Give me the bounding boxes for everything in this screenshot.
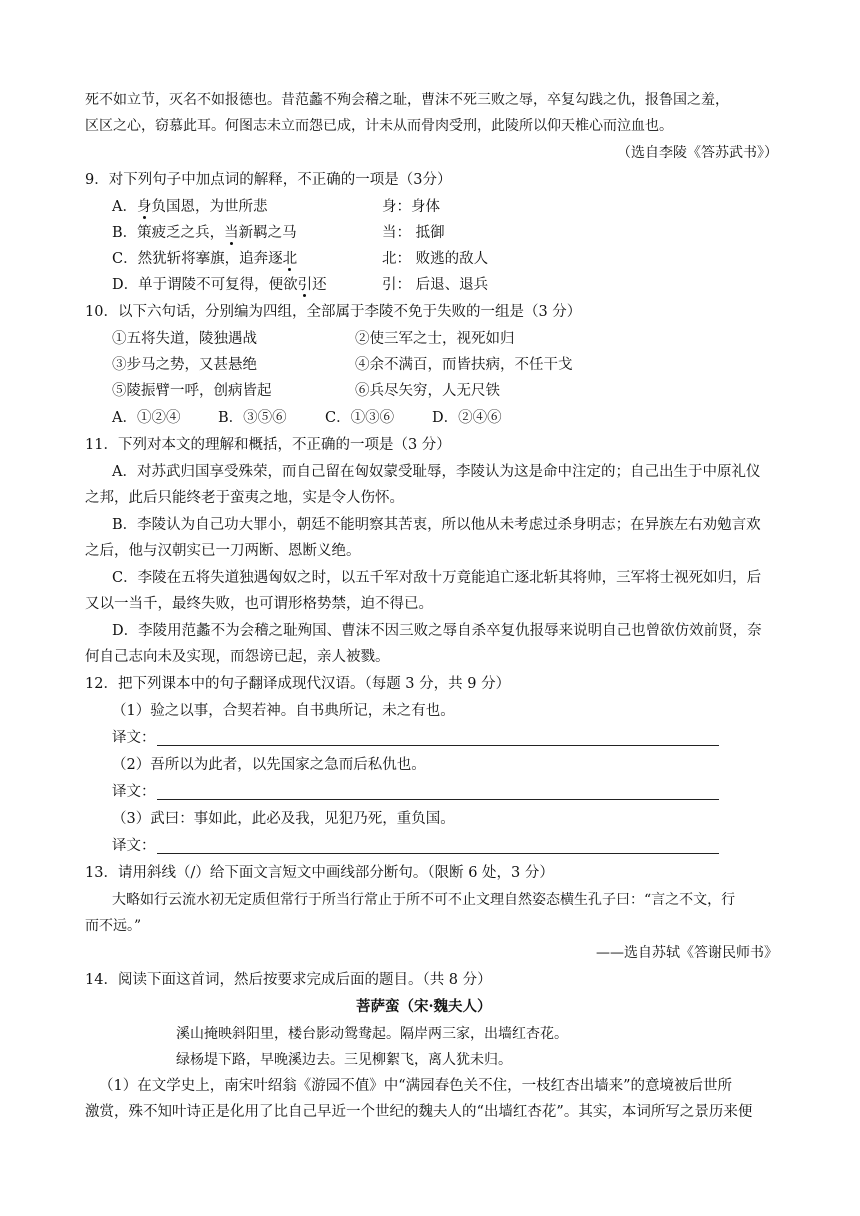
q11-a-line1: A．对苏武归国享受殊荣，而自己留在匈奴蒙受耻辱，李陵认为这是命中注定的；自己出生于中原礼仪: [112, 464, 761, 480]
q9-gloss-c: 北： 败逃的敌人: [382, 251, 489, 267]
q12-answer-line-3[interactable]: [157, 853, 719, 854]
dotted-word: 北: [282, 251, 298, 267]
dotted-word: 引: [297, 277, 313, 293]
option-letter: B．: [112, 225, 138, 241]
q12-answer-label-1: 译文：: [112, 730, 156, 746]
poem-line-2: 绿杨堤下路，早晚溪边去。三见柳絮飞，离人犹未归。: [176, 1052, 512, 1068]
option-text: 单于谓陵不可复得，便欲: [138, 277, 298, 293]
q11-c-line1: C．李陵在五将失道独遇匈奴之时，以五千军对敌十万竟能追亡逐北斩其将帅，三军将士视死如归，后: [112, 570, 762, 586]
q10-item-6: ⑥兵尽矢穷，人无尺铁: [355, 383, 500, 399]
q14-part1-line1: （1）在文学史上，南宋叶绍翁《游园不值》中“满园春色关不住，一枝红杏出墙来”的意境被后世所: [99, 1078, 733, 1094]
q9-option-a: [112, 197, 267, 217]
q13-text-end: 孔子曰：“言之不文，行: [588, 892, 736, 908]
q12-sentence-2: （2）吾所以为此者，以先国家之急而后私仇也。: [112, 757, 426, 773]
q9-gloss-d: 引： 后退、退兵: [382, 277, 489, 293]
q13-underlined-text: 初无定质但常行于所当行常止于所不可不止文理自然姿态横生: [210, 892, 588, 908]
q9-gloss-b: 当： 抵御: [382, 225, 445, 241]
q11-stem: 11．下列对本文的理解和概括，不正确的一项是（3 分）: [85, 437, 451, 453]
q10-choice-d: D．②④⑥: [432, 410, 502, 426]
q10-item-4: ④余不满百，而皆扶病，不任干戈: [355, 357, 573, 373]
option-text: 负国恩，为世所悲: [151, 199, 268, 215]
q9-stem: 9．对下列句子中加点词的解释，不正确的一项是（3分）: [85, 172, 452, 188]
q11-d-line1: D．李陵用范蠡不为会稽之耻殉国、曹沫不因三败之辱自杀卒复仇报辱来说明自己也曾欲仿效前贤，奈: [112, 623, 762, 639]
q12-answer-line-1[interactable]: [157, 745, 719, 746]
q11-b-line1: B．李陵认为自己功大罪小，朝廷不能明察其苦衷，所以他从未考虑过杀身明志；在异族左右劝勉言欢: [112, 517, 761, 533]
q11-a-line2: 之邦，此后只能终老于蛮夷之地，实是令人伤怀。: [85, 490, 404, 506]
q13-source: ——选自苏轼《答谢民师书》: [596, 945, 778, 961]
q13-text-line1: [112, 890, 735, 910]
q11-c-line2: 又以一当千，最终失败，也可谓形格势禁，迫不得已。: [85, 596, 433, 612]
poem-line-1: 溪山掩映斜阳里，楼台影动鸳鸯起。隔岸两三家，出墙红杏花。: [176, 1026, 568, 1042]
q13-text-line2: 而不远。”: [85, 918, 142, 934]
q14-stem: 14．阅读下面这首词，然后按要求完成后面的题目。（共 8 分）: [85, 972, 492, 988]
option-letter: D．: [112, 277, 139, 293]
passage-line-1: 死不如立节，灭名不如报德也。昔范蠡不殉会稽之耻，曹沫不死三败之辱，卒复勾践之仇，报鲁国之羞，: [85, 92, 729, 108]
q12-sentence-1: （1）验之以事，合契若神。自书典所记，未之有也。: [112, 703, 455, 719]
q10-item-1: ①五将失道，陵独遇战: [112, 331, 257, 347]
poem-title: 菩萨蛮（宋·魏夫人）: [356, 998, 492, 1015]
dotted-word: 身: [136, 199, 152, 215]
q10-choice-a: A．①②④: [112, 410, 181, 426]
q13-text-plain: 大略如行云流水: [112, 892, 210, 908]
option-letter: C．: [112, 251, 138, 267]
q12-answer-label-2: 译文：: [112, 784, 156, 800]
q10-stem: 10．以下六句话，分别编为四组，全部属于李陵不免于失败的一组是（3 分）: [85, 304, 582, 320]
q9-option-c: [112, 249, 297, 269]
option-letter: A．: [112, 199, 137, 215]
option-text: 策疲乏之兵，: [137, 225, 225, 241]
q14-part1-line2: 激赏，殊不知叶诗正是化用了比自己早近一个世纪的魏夫人的“出墙红杏花”。其实，本词所写之景历来便: [85, 1104, 753, 1120]
q10-choice-c: C．①③⑥: [325, 410, 395, 426]
option-text: 新羁之马: [238, 225, 297, 241]
option-text: 还: [312, 277, 327, 293]
passage-line-2: 区区之心，窃慕此耳。何图志未立而怨已成，计未从而骨肉受刑，此陵所以仰天椎心而泣血也。: [85, 118, 673, 134]
dotted-word: 当: [224, 225, 239, 241]
option-text: 然犹斩将搴旗，追奔逐: [137, 251, 283, 267]
q12-stem: 12．把下列课本中的句子翻译成现代汉语。（每题 3 分，共 9 分）: [85, 676, 511, 692]
q11-d-line2: 何自己志向未及实现，而怨谤已起，亲人被戮。: [85, 649, 390, 665]
q11-b-line2: 之后，他与汉朝实已一刀两断、恩断义绝。: [85, 543, 361, 559]
q9-gloss-a: 身：身体: [382, 199, 440, 215]
q12-answer-line-2[interactable]: [157, 799, 719, 800]
q9-option-d: [112, 275, 327, 295]
q10-item-2: ②使三军之士，视死如归: [355, 331, 515, 347]
passage-source: （选自李陵《答苏武书》）: [617, 145, 778, 161]
q12-answer-label-3: 译文：: [112, 838, 156, 854]
q9-option-b: [112, 223, 297, 243]
q13-stem: 13．请用斜线（/）给下面文言短文中画线部分断句。（限断 6 处，3 分）: [85, 865, 554, 881]
q10-choice-b: B．③⑤⑥: [218, 410, 287, 426]
q10-item-3: ③步马之势，又甚悬绝: [112, 357, 257, 373]
q12-sentence-3: （3）武曰：事如此，此必及我，见犯乃死，重负国。: [112, 811, 455, 827]
q10-item-5: ⑤陵振臂一呼，创病皆起: [112, 383, 272, 399]
